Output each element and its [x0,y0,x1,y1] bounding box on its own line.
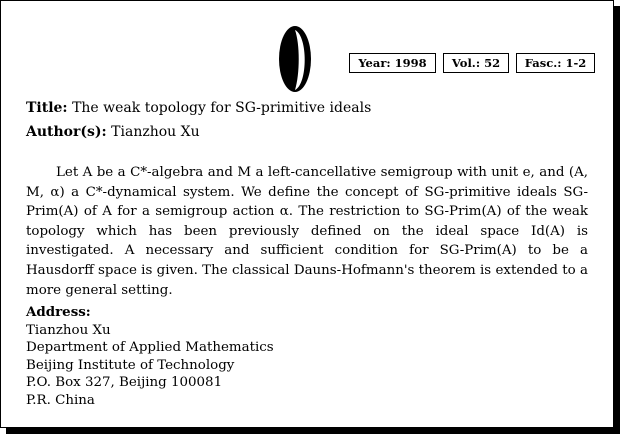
fascicle-value: 1-2 [565,56,587,70]
author-name: Tianzhou Xu [111,124,200,140]
authors-label: Author(s): [26,124,107,140]
year-label: Year: [358,56,391,70]
address-line: P.O. Box 327, Beijing 100081 [26,375,223,391]
address-line: Department of Applied Mathematics [26,340,274,356]
address-line: Beijing Institute of Technology [26,357,235,373]
abstract [26,163,588,300]
address-line: Tianzhou Xu [26,322,111,338]
abstract-text: Let A be a C*-algebra and M a left-cancellative semigroup with unit e, and (A, M, α) a C*-dynamical system. We define the concept of SG-primitive ideals SG-Prim(A) of A for a semigroup action α. The restriction to SG-Prim(A) of the weak topology which has been previously defined on the ideal space Id(A) is investigated. A necessary and sufficient condition for SG-Prim(A) to be a Hausdorff space is given. The classical Dauns-Hofmann's theorem is extended to a more general setting. [26,165,588,298]
title-line [26,100,371,116]
fascicle-label: Fasc.: [524,56,562,70]
journal-logo-icon [278,24,312,94]
volume-label: Vol.: [451,56,481,70]
year-badge [349,53,436,73]
card-shadow-right [614,6,620,434]
volume-value: 52 [484,56,501,70]
card-shadow-bottom [6,428,620,434]
author-line [26,124,200,140]
title-label: Title: [26,100,68,116]
year-value: 1998 [394,56,427,70]
address-block [26,304,274,410]
address-line: P.R. China [26,392,95,408]
address-label: Address: [26,304,91,320]
volume-badge [443,53,509,73]
fascicle-badge [516,53,595,73]
paper-title: The weak topology for SG-primitive ideals [72,100,372,116]
